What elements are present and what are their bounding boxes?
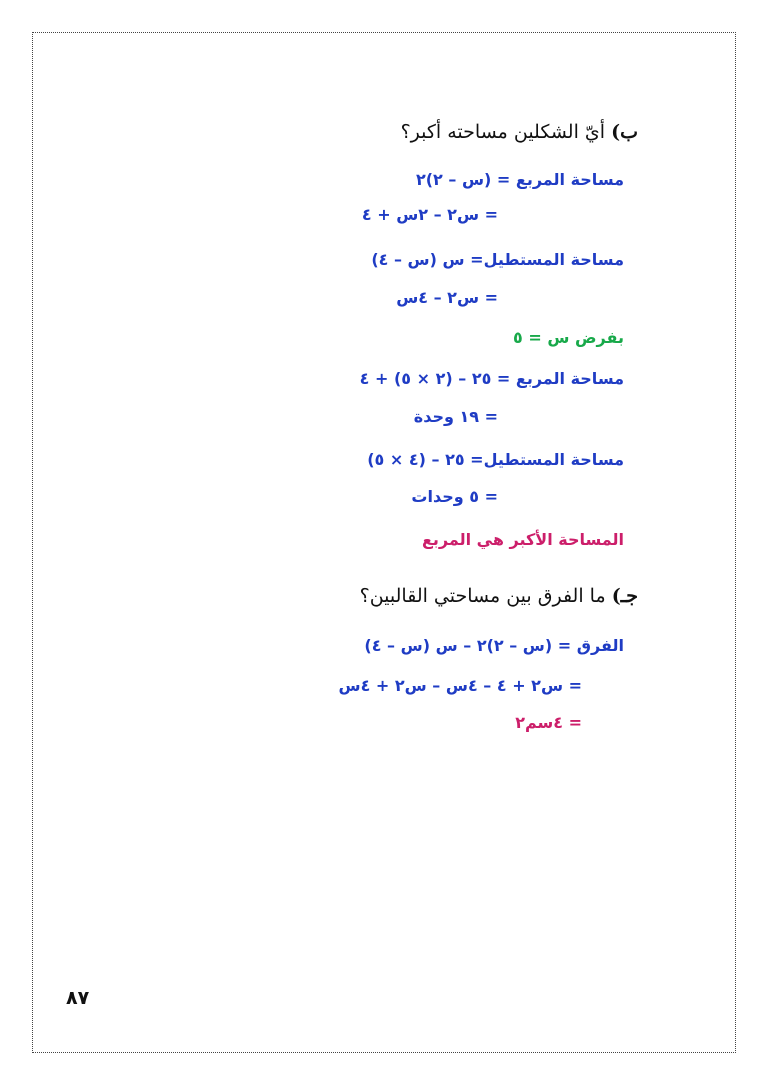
question-c-text: ما الفرق بين مساحتي القالبين؟ [359, 585, 606, 607]
question-b [401, 121, 638, 143]
conclusion-line: المساحة الأكبر هي المربع [421, 530, 624, 549]
question-c [360, 585, 638, 607]
assumption-line: بفرض س = ٥ [513, 328, 624, 347]
solution-line-2: = س٢ – ٢س + ٤ [361, 205, 498, 224]
question-c-letter: جـ) [611, 585, 638, 607]
solution-line-8: = ٥ وحدات [411, 487, 498, 506]
solution-line-3: مساحة المستطيل= س (س – ٤) [371, 250, 624, 269]
solution-line-5: مساحة المربع = ٢٥ – (٢ × ٥) + ٤ [359, 369, 624, 388]
solution-line-4: = س٢ – ٤س [396, 288, 498, 307]
difference-line-2: = س٢ + ٤ – ٤س – س٢ + ٤س [338, 676, 582, 695]
question-b-text: أيّ الشكلين مساحته أكبر؟ [400, 121, 606, 143]
page-number: ٨٧ [66, 987, 90, 1009]
solution-line-6: = ١٩ وحدة [413, 407, 498, 426]
solution-line-1: مساحة المربع = (س – ٢)٢ [415, 170, 624, 189]
difference-line-1: الفرق = (س – ٢)٢ – س (س – ٤) [364, 636, 624, 655]
question-b-letter: ب) [611, 121, 638, 143]
page-border [32, 32, 736, 1053]
difference-result: = ٤سم٢ [515, 713, 582, 732]
solution-line-7: مساحة المستطيل= ٢٥ – (٤ × ٥) [367, 450, 624, 469]
